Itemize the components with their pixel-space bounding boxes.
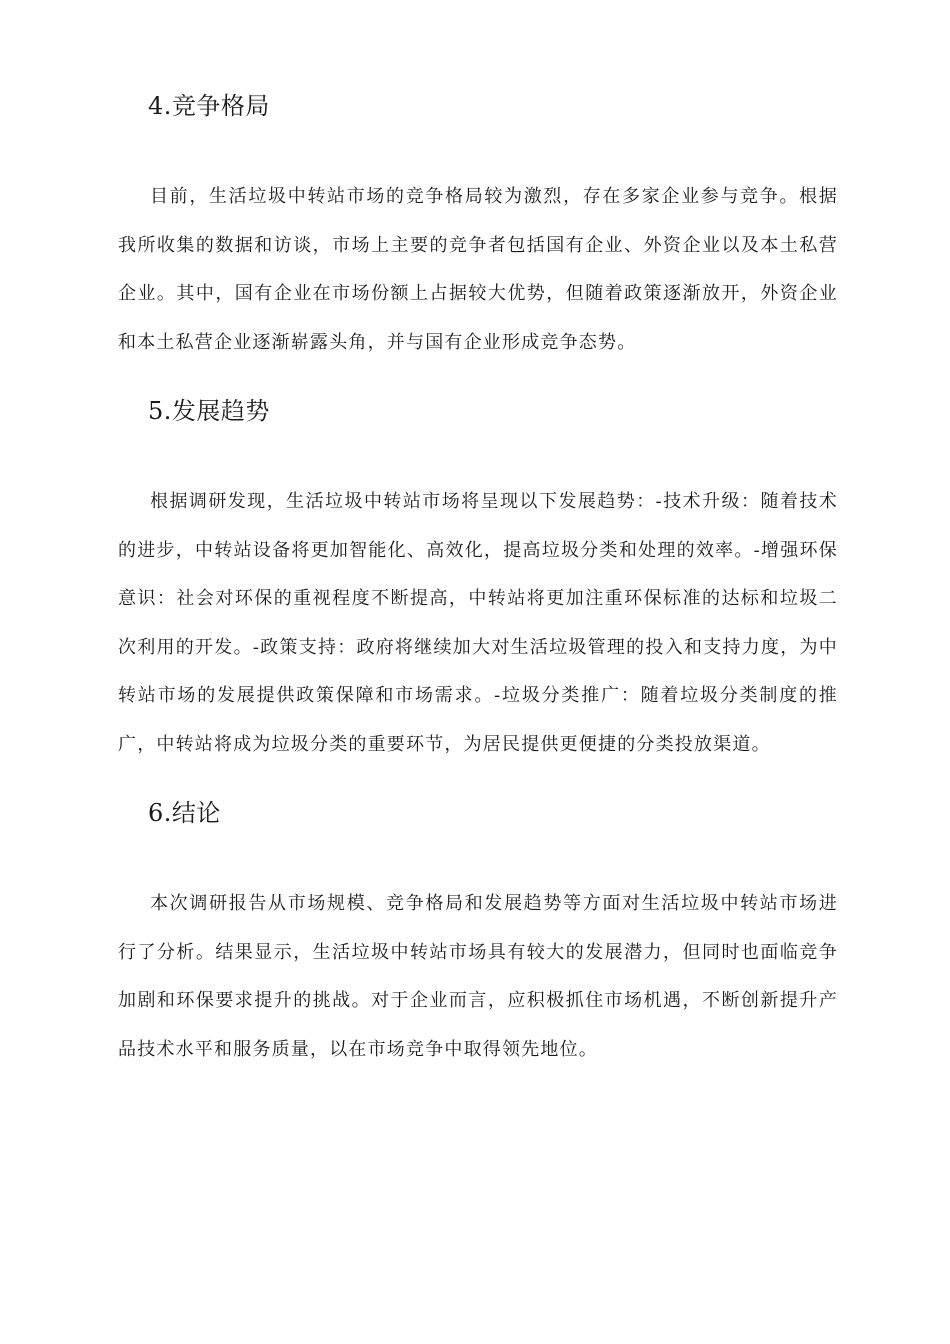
section-competition: [118, 90, 838, 367]
section-trends: [118, 395, 838, 769]
section-conclusion: [118, 797, 838, 1074]
section-paragraph: 目前，生活垃圾中转站市场的竞争格局较为激烈，存在多家企业参与竞争。根据我所收集的数据和访谈，市场上主要的竞争者包括国有企业、外资企业以及本土私营企业。其中，国有企业在市场份额上占据较大优势，但随着政策逐渐放开，外资企业和本土私营企业逐渐崭露头角，并与国有企业形成竞争态势。: [118, 186, 838, 353]
section-heading: 4.竞争格局: [148, 92, 270, 120]
section-heading: 6.结论: [148, 799, 221, 827]
section-paragraph: 本次调研报告从市场规模、竞争格局和发展趋势等方面对生活垃圾中转站市场进行了分析。结果显示，生活垃圾中转站市场具有较大的发展潜力，但同时也面临竞争加剧和环保要求提升的挑战。对于企业而言，应积极抓住市场机遇，不断创新提升产品技术水平和服务质量，以在市场竞争中取得领先地位。: [118, 893, 838, 1060]
section-paragraph: 根据调研发现，生活垃圾中转站市场将呈现以下发展趋势：-技术升级：随着技术的进步，中转站设备将更加智能化、高效化，提高垃圾分类和处理的效率。-增强环保意识：社会对环保的重视程度不断提高，中转站将更加注重环保标准的达标和垃圾二次利用的开发。-政策支持：政府将继续加大对生活垃圾管理的投入和支持力度，为中转站市场的发展提供政策保障和市场需求。-垃圾分类推广：随着垃圾分类制度的推广，中转站将成为垃圾分类的重要环节，为居民提供更便捷的分类投放渠道。: [118, 491, 838, 755]
section-heading: 5.发展趋势: [148, 397, 270, 425]
